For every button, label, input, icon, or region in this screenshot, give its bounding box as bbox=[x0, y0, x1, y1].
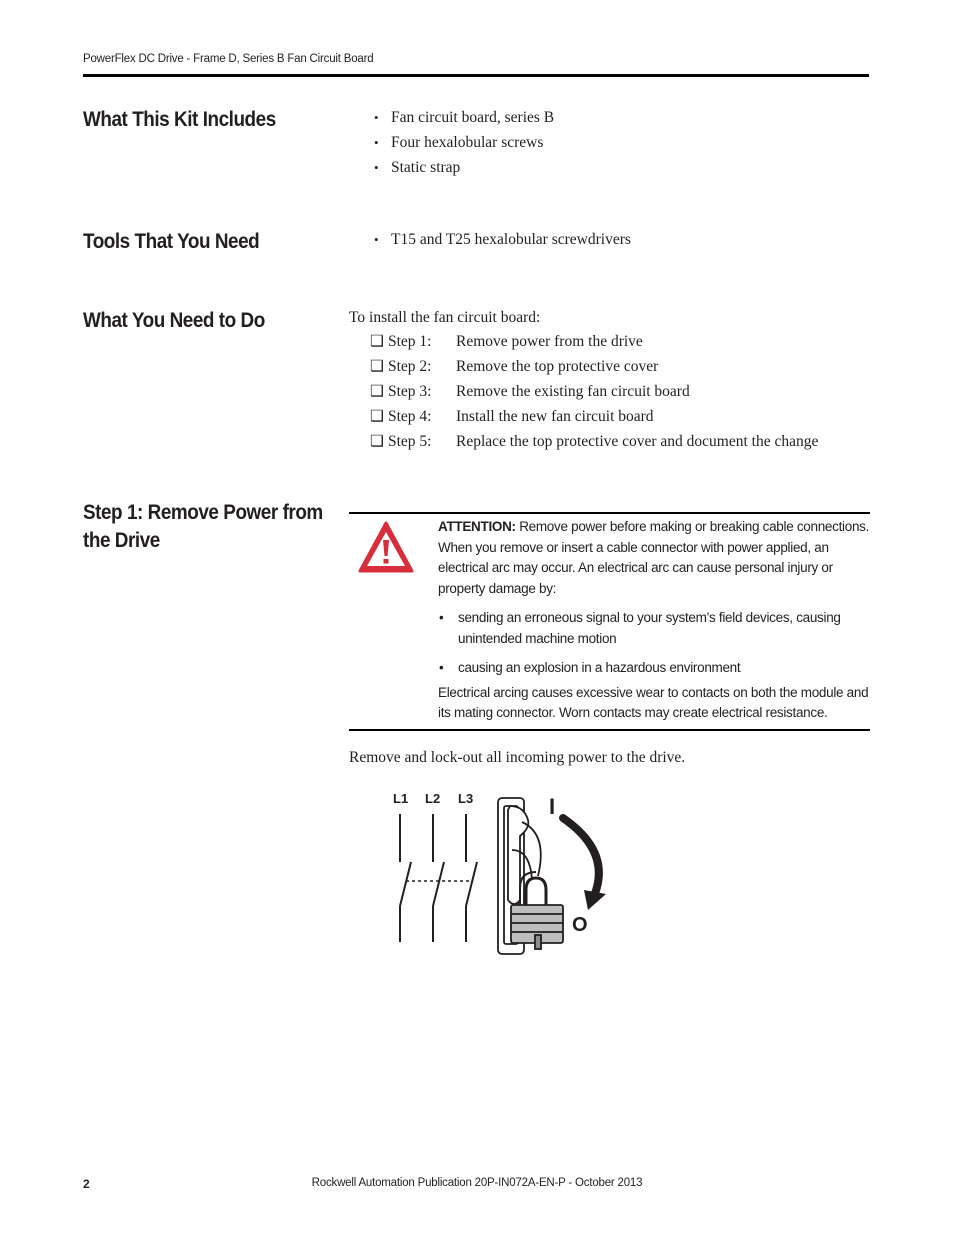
phase-label-l3: L3 bbox=[458, 791, 474, 806]
attention-closing: Electrical arcing causes excessive wear to contacts on both the module and its mating connector. Worn contacts may create electrical resistance. bbox=[438, 684, 869, 720]
footer-publication: Rockwell Automation Publication 20P-IN072A-EN-P - October 2013 bbox=[311, 1177, 643, 1189]
attention-bullet: • causing an explosion in a hazardous environment bbox=[438, 658, 870, 679]
attention-label: ATTENTION: bbox=[438, 519, 516, 534]
section-title-kit: What This Kit Includes bbox=[83, 108, 276, 131]
checklist-step-5 bbox=[370, 429, 818, 454]
header-rule bbox=[83, 74, 869, 77]
section-title-line: Step 1: Remove Power from bbox=[83, 501, 323, 524]
list-item: • Fan circuit board, series B bbox=[371, 105, 554, 130]
checkbox-glyph: ❑ bbox=[370, 433, 384, 450]
section-title-todo: What You Need to Do bbox=[83, 309, 265, 332]
attention-bullet: • sending an erroneous signal to your system’s field devices, causing unintended machine motion bbox=[438, 608, 870, 649]
step-number: Step 5: bbox=[388, 433, 432, 450]
step-number: Step 4: bbox=[388, 408, 432, 425]
step-text: Install the new fan circuit board bbox=[456, 408, 654, 425]
checklist-step-4 bbox=[370, 404, 818, 429]
switch-on-label: I bbox=[549, 794, 556, 819]
attention-paragraph bbox=[438, 517, 870, 599]
switch-off-label: O bbox=[572, 914, 588, 936]
step-number: Step 1: bbox=[388, 333, 432, 350]
tools-list bbox=[371, 227, 631, 252]
step-number: Step 2: bbox=[388, 358, 432, 375]
page-number: 2 bbox=[83, 1177, 90, 1191]
step-text: Remove power from the drive bbox=[456, 333, 643, 350]
disconnect-switch-icon bbox=[380, 780, 630, 960]
checkbox-glyph: ❑ bbox=[370, 333, 384, 350]
disconnect-lockout-figure bbox=[380, 780, 630, 960]
attention-text: Remove power before making or breaking cable connections. When you remove or insert a cable connector with power applied, an electrical arc may occur. An electrical arc can cause personal injury or property damage by: bbox=[438, 519, 870, 596]
checklist-step-1 bbox=[370, 329, 818, 354]
step-text: Remove the existing fan circuit board bbox=[456, 383, 690, 400]
step-number: Step 3: bbox=[388, 383, 432, 400]
checkbox-glyph: ❑ bbox=[370, 358, 384, 375]
section-title-line: the Drive bbox=[83, 529, 160, 552]
steps-checklist bbox=[370, 329, 818, 454]
section-title-tools: Tools That You Need bbox=[83, 230, 260, 253]
checkbox-glyph: ❑ bbox=[370, 383, 384, 400]
section-title-step1 bbox=[83, 499, 323, 555]
checklist-step-3 bbox=[370, 379, 818, 404]
list-item: • Four hexalobular screws bbox=[371, 130, 554, 155]
steps-intro: To install the fan circuit board: bbox=[349, 309, 541, 326]
phase-label-l2: L2 bbox=[425, 791, 441, 806]
checklist-step-2 bbox=[370, 354, 818, 379]
kit-list bbox=[371, 105, 554, 180]
step-text: Remove the top protective cover bbox=[456, 358, 659, 375]
phase-label-l1: L1 bbox=[393, 791, 409, 806]
attention-bottom-rule bbox=[349, 729, 870, 731]
attention-notice bbox=[438, 517, 870, 724]
list-item: • Static strap bbox=[371, 155, 554, 180]
list-item: • T15 and T25 hexalobular screwdrivers bbox=[371, 227, 631, 252]
body-text: Remove and lock-out all incoming power to the drive. bbox=[349, 749, 686, 766]
warning-triangle-icon bbox=[357, 520, 415, 574]
checkbox-glyph: ❑ bbox=[370, 408, 384, 425]
attention-top-rule bbox=[349, 512, 870, 514]
step-text: Replace the top protective cover and document the change bbox=[456, 433, 819, 450]
running-head: PowerFlex DC Drive - Frame D, Series B Fan Circuit Board bbox=[83, 53, 374, 65]
